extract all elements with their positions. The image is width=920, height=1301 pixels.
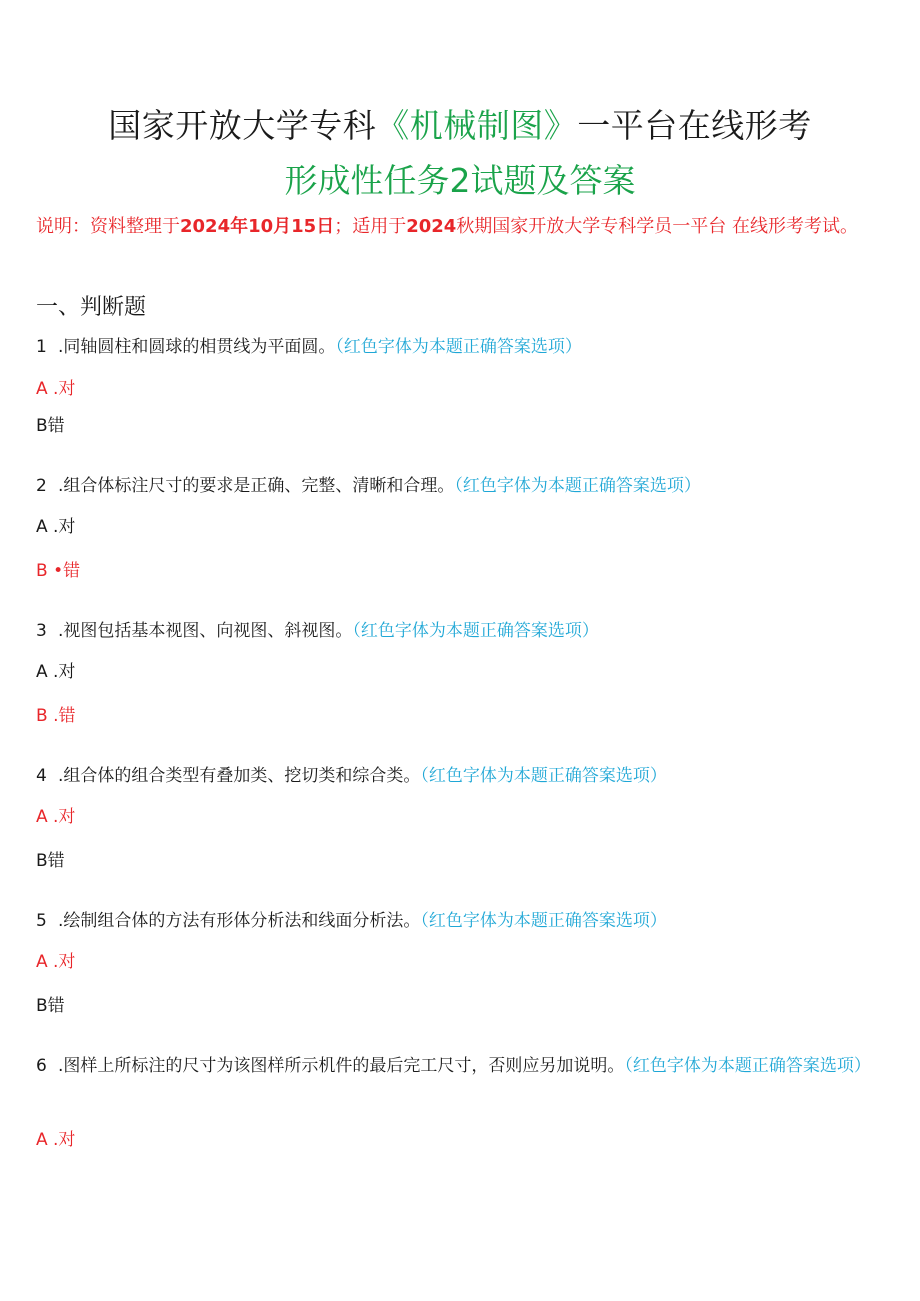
question-6-option-a[interactable]: A .对 [36,1130,76,1150]
question-text: .同轴圆柱和圆球的相贯线为平面圆。 [58,337,336,357]
question-1 [36,328,876,366]
title-part1: 国家开放大学专科 [108,106,377,145]
question-4 [36,757,876,795]
answer-hint: （红色字体为本题正确答案选项） [335,337,582,357]
question-4-option-b[interactable]: B错 [36,851,65,871]
answer-hint: （红色字体为本题正确答案选项） [420,911,667,931]
question-text: .组合体标注尺寸的要求是正确、完整、清晰和合理。 [58,476,455,496]
answer-hint: （红色字体为本题正确答案选项） [352,621,599,641]
question-1-option-b[interactable]: B错 [36,416,65,436]
document-title [0,100,920,147]
document-subtitle: 形成性任务2试题及答案 [284,161,636,200]
question-5-option-b[interactable]: B错 [36,996,65,1016]
question-number: 3 [36,621,47,641]
question-1-option-a[interactable]: A .对 [36,379,76,399]
question-text: .组合体的组合类型有叠加类、挖切类和综合类。 [58,766,421,786]
question-text: .视图包括基本视图、向视图、斜视图。 [58,621,353,641]
question-3-option-a[interactable]: A .对 [36,662,76,682]
question-5-option-a[interactable]: A .对 [36,952,76,972]
question-2 [36,467,876,505]
note-prefix: 说明：资料整理于 [36,216,180,237]
answer-hint: （红色字体为本题正确答案选项） [420,766,667,786]
question-2-option-a[interactable]: A .对 [36,517,76,537]
question-number: 4 [36,766,47,786]
section-heading: 一、判断题 [36,295,147,320]
answer-hint: （红色字体为本题正确答案选项） [624,1056,871,1076]
question-number: 1 [36,337,47,357]
note-year: 2024 [406,216,457,237]
question-text: .图样上所标注的尺寸为该图样所示机件的最后完工尺寸，否则应另加说明。 [58,1056,625,1076]
title-course-name: 《机械制图》 [376,106,578,145]
note-paragraph [36,209,886,245]
question-number: 2 [36,476,47,496]
note-suffix: 秋期国家开放大学专科学员一平台 在线形考考试。 [456,216,859,237]
answer-hint: （红色字体为本题正确答案选项） [454,476,701,496]
question-2-option-b[interactable]: B •错 [36,561,81,581]
question-6 [36,1047,876,1085]
question-3 [36,612,876,650]
note-middle: ；适用于 [334,216,407,237]
question-text: .绘制组合体的方法有形体分析法和线面分析法。 [58,911,421,931]
question-3-option-b[interactable]: B .错 [36,706,76,726]
question-5 [36,902,876,940]
question-number: 6 [36,1056,47,1076]
note-date: 2024年10月15日 [180,216,335,237]
question-number: 5 [36,911,47,931]
question-4-option-a[interactable]: A .对 [36,807,76,827]
title-part3: 一平台在线形考 [577,106,812,145]
